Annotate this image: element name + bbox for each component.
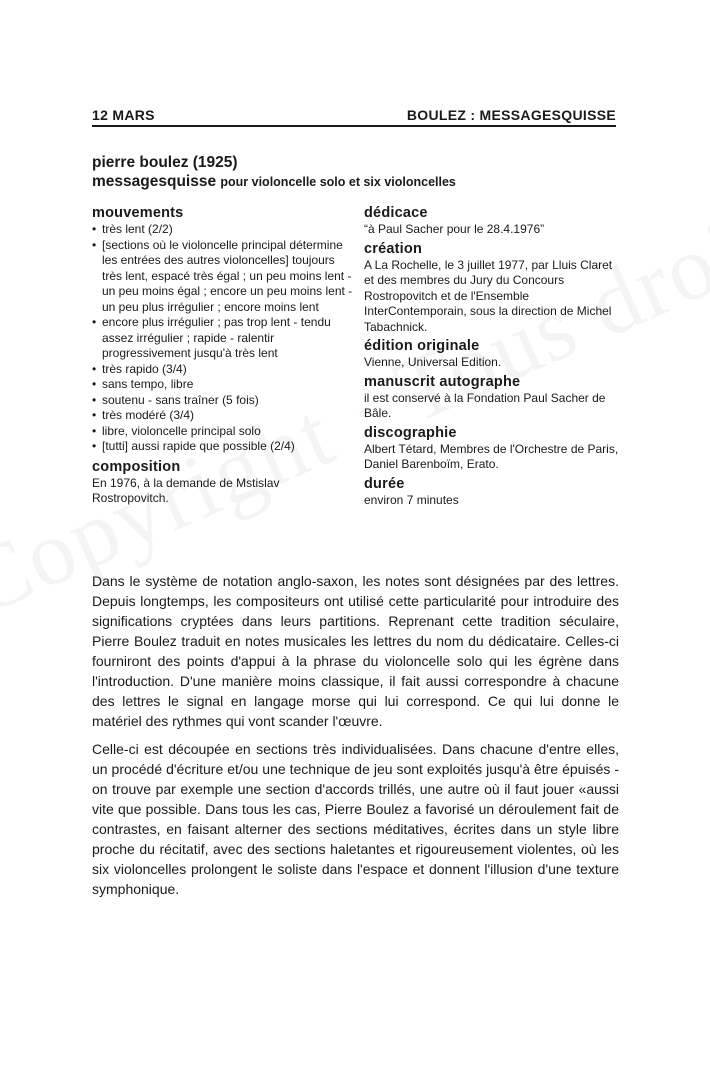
list-item: • très lent (2/2) (92, 222, 354, 238)
header-title: BOULEZ : MESSAGESQUISSE (406, 107, 616, 123)
left-column (92, 205, 354, 507)
composition-heading: composition (92, 458, 181, 475)
composer-name: pierre boulez (1925) (92, 154, 238, 171)
manuscrit-text: il est conservé à la Fondation Paul Sacher de Bâle. (364, 390, 606, 420)
creation-heading: création (364, 240, 423, 257)
program-notes (92, 571, 619, 907)
list-item: • [tutti] aussi rapide que possible (2/4) (92, 439, 354, 455)
right-column (364, 205, 624, 508)
dedicace-heading: dédicace (364, 205, 428, 221)
dedicace-text: “à Paul Sacher pour le 28.4.1976” (364, 222, 545, 236)
mouvements-list (92, 222, 354, 455)
edition-text: Vienne, Universal Edition. (364, 355, 502, 369)
discographie-text: Albert Tétard, Membres de l'Orchestre de Paris, Daniel Barenboïm, Erato. (364, 441, 619, 471)
composition-text: En 1976, à la demande de Mstislav Rostropovitch. (92, 475, 280, 505)
list-item: • très modéré (3/4) (92, 408, 354, 424)
discographie-heading: discographie (364, 424, 457, 441)
header-date: 12 MARS (92, 107, 155, 123)
work-title: messagesquisse (92, 173, 217, 190)
work-heading (92, 172, 456, 192)
list-item: • libre, violoncelle principal solo (92, 424, 354, 440)
edition-heading: édition originale (364, 338, 480, 354)
list-item: • [sections où le violoncelle principal détermine les entrées des autres violoncelles] toujours très lent, espacé très égal ; un peu moins lent - un peu moins égal ; encore un peu moins lent - un peu plus irrégulier ; encore moins lent (92, 238, 354, 316)
list-item: • sans tempo, libre (92, 377, 354, 393)
page-header (92, 107, 616, 127)
duree-text: environ 7 minutes (364, 492, 459, 507)
duree-heading: durée (364, 475, 405, 492)
list-item: • très rapido (3/4) (92, 362, 354, 378)
paragraph: Celle-ci est découpée en sections très individualisées. Dans chacune d'entre elles, un procédé d'écriture et/ou une technique de jeu sont exploités jusqu'à être épuisés - on trouve par exemple une section d'accords trillés, une autre où il faut jouer «aussi vite que possible. Dans tous les cas, Pierre Boulez a favorisé un déroulement fait de contrastes, en faisant alterner des sections méditatives, écrites dans un style libre proche du récitatif, avec des sections haletantes et rigoureusement violentes, où les six violoncelles prolongent le soliste dans l'espace et donnent l'illusion d'une texture symphonique. (92, 741, 619, 897)
mouvements-heading: mouvements (92, 205, 184, 221)
creation-text: A La Rochelle, le 3 juillet 1977, par Lluis Claret et des membres du Jury du Concours Rostropovitch et de l'Ensemble InterContemporain, sous la direction de Michel Tabachnick. (364, 257, 613, 334)
manuscrit-heading: manuscrit autographe (364, 373, 521, 390)
list-item: • encore plus irrégulier ; pas trop lent - tendu assez irrégulier ; rapide - ralentir progressivement jusqu'à très lent (92, 315, 354, 362)
paragraph: Dans le système de notation anglo-saxon, les notes sont désignées par des lettres. Depuis longtemps, les compositeurs ont utilisé cette particularité pour introduire des significations cryptées dans leurs partitions. Reprenant cette tradition séculaire, Pierre Boulez traduit en notes musicales les lettres du nom du dédicataire. Celles-ci fourniront des points d'appui à la phrase du violoncelle solo qui les égrène dans l'introduction. D'une manière moins classique, il fait aussi correspondre à chacune des lettres le signal en langage morse qui lui correspond. Ce qui lui donne le matériel des rythmes qui vont scander l'œuvre. (92, 573, 619, 729)
work-subtitle: pour violoncelle solo et six violoncelles (220, 175, 456, 189)
list-item: • soutenu - sans traîner (5 fois) (92, 393, 354, 409)
